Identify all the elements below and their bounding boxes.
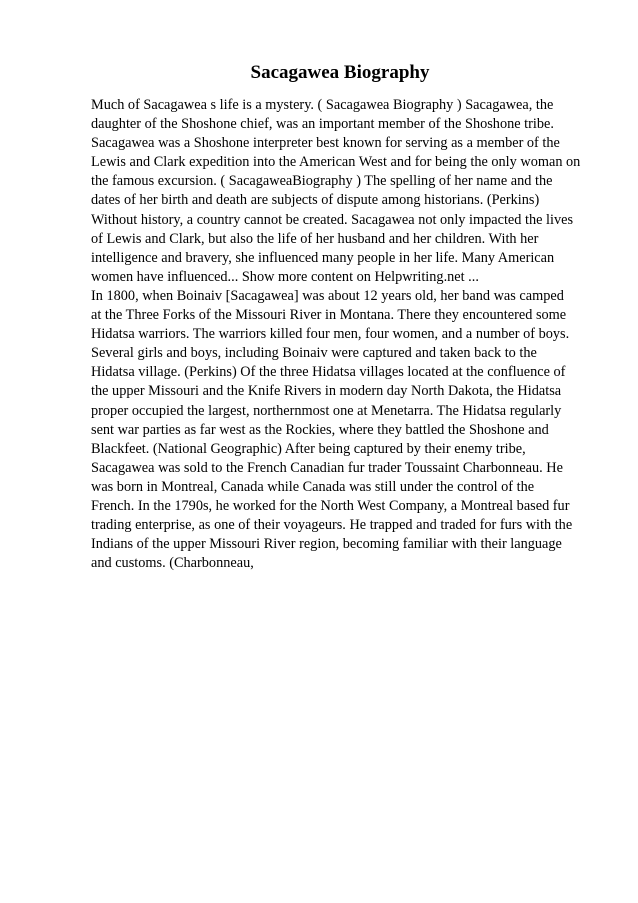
text-line: dates of her birth and death are subjects of dispute among historians. (Perkins) [91, 192, 540, 209]
text-line: Hidatsa warriors. The warriors killed four men, four women, and a number of boys. [91, 326, 570, 343]
text-line: Several girls and boys, including Boinaiv were captured and taken back to the [91, 345, 537, 362]
text-line: trading enterprise, as one of their voyageurs. He trapped and traded for furs with the [91, 517, 573, 534]
text-line: Without history, a country cannot be created. Sacagawea not only impacted the lives [91, 211, 574, 228]
text-line: In 1800, when Boinaiv [Sacagawea] was about 12 years old, her band was camped [91, 287, 564, 304]
text-line: the upper Missouri and the Knife Rivers in modern day North Dakota, the Hidatsa [91, 383, 562, 400]
text-line: the famous excursion. ( SacagaweaBiography ) The spelling of her name and the [91, 173, 553, 190]
body-text [91, 96, 601, 573]
text-line: Hidatsa village. (Perkins) Of the three Hidatsa villages located at the confluence of [91, 364, 566, 381]
text-line: Lewis and Clark expedition into the American West and for being the only woman on [91, 154, 581, 171]
text-line: Sacagawea was a Shoshone interpreter best known for serving as a member of the [91, 135, 560, 152]
text-line: women have influenced... Show more content on Helpwriting.net ... [91, 268, 479, 285]
text-line: proper occupied the largest, northernmost one at Menetarra. The Hidatsa regularly [91, 402, 562, 419]
text-line: at the Three Forks of the Missouri River in Montana. There they encountered some [91, 307, 567, 324]
page-title: Sacagawea Biography [250, 62, 430, 83]
text-line: was born in Montreal, Canada while Canada was still under the control of the [91, 478, 535, 495]
text-line: Blackfeet. (National Geographic) After being captured by their enemy tribe, [91, 440, 526, 457]
text-line: Much of Sacagawea s life is a mystery. ( Sacagawea Biography ) Sacagawea, the [91, 97, 554, 113]
text-line: French. In the 1790s, he worked for the North West Company, a Montreal based fur [91, 497, 570, 514]
text-line: daughter of the Shoshone chief, was an important member of the Shoshone tribe. [91, 116, 554, 133]
text-line: of Lewis and Clark, but also the life of her husband and her children. With her [91, 230, 539, 247]
text-line: sent war parties as far west as the Rockies, where they battled the Shoshone and [91, 421, 549, 438]
text-line: intelligence and bravery, she influenced many people in her life. Many American [91, 249, 555, 266]
text-line: Sacagawea was sold to the French Canadian fur trader Toussaint Charbonneau. He [91, 459, 563, 476]
text-line: and customs. (Charbonneau, [91, 555, 254, 572]
text-line: Indians of the upper Missouri River region, becoming familiar with their language [91, 536, 562, 553]
